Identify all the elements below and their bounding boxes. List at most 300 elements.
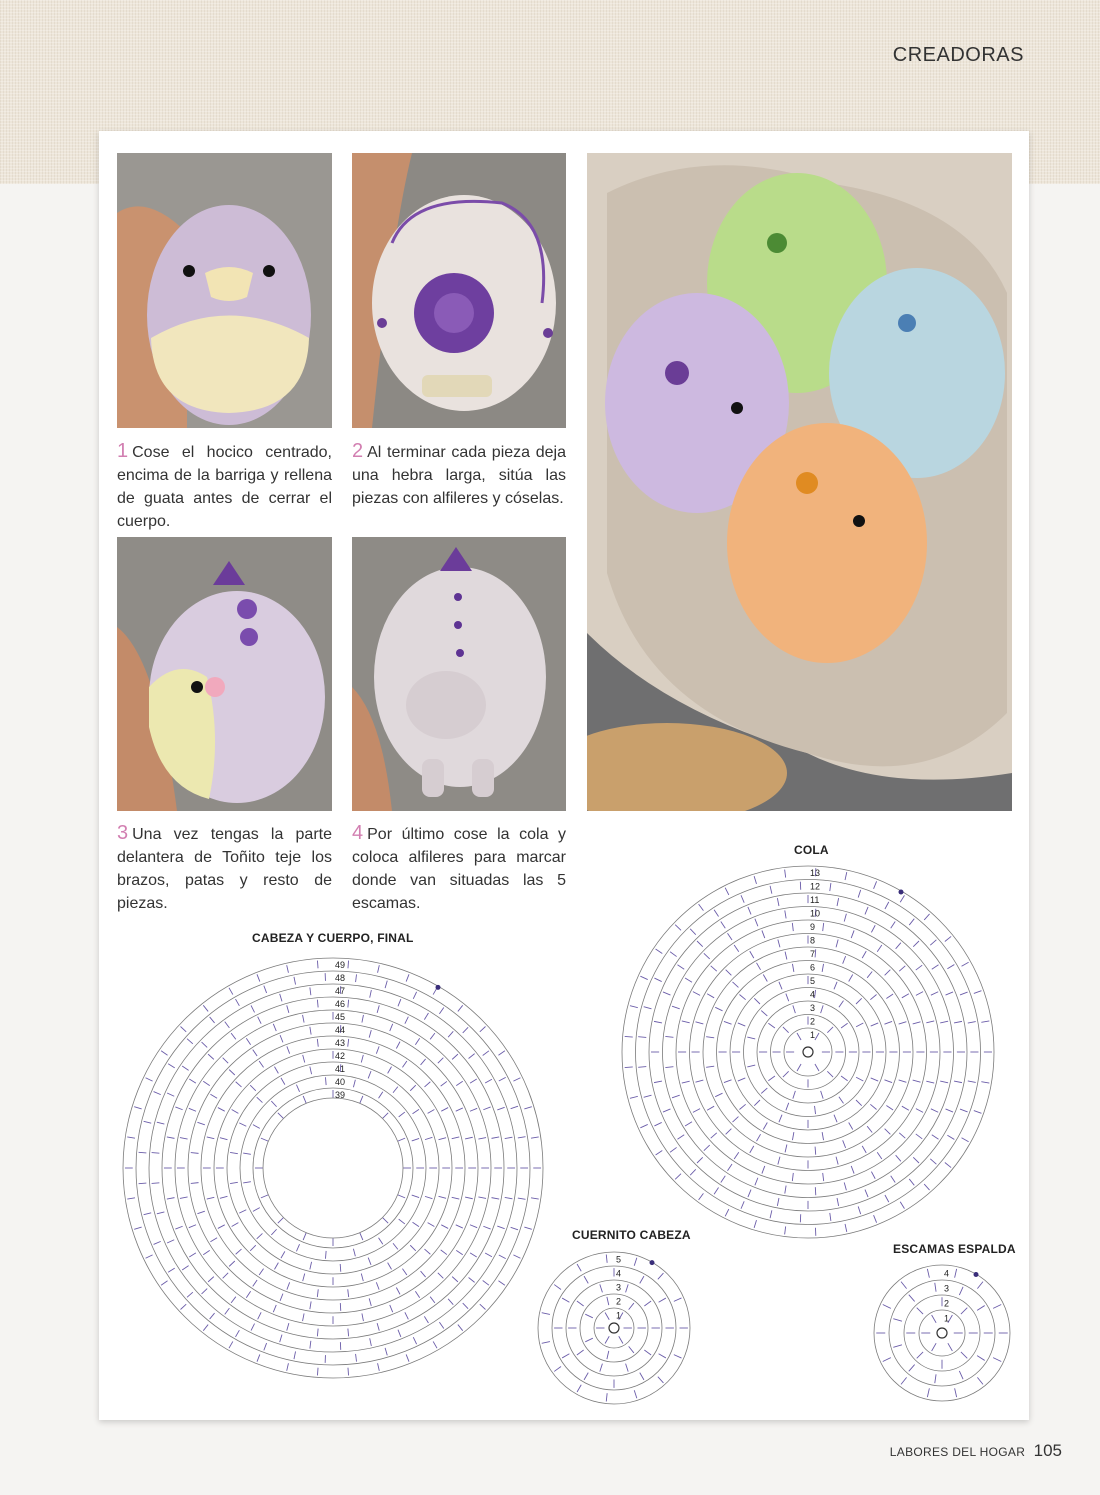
stitch-mark: [362, 1015, 364, 1023]
stitch-mark: [425, 1249, 431, 1254]
stitch-mark: [513, 1078, 520, 1081]
stitch-mark: [562, 1298, 569, 1302]
round-number-label: 4: [944, 1268, 950, 1279]
stitch-mark: [606, 1393, 607, 1401]
stitch-mark: [146, 1255, 153, 1258]
stitch-mark: [413, 1337, 416, 1344]
stitch-mark: [317, 1368, 318, 1376]
stitch-mark: [870, 994, 876, 999]
stitch-mark: [585, 1314, 593, 1318]
stitch-mark: [931, 992, 938, 995]
stitch-mark: [792, 1173, 793, 1181]
stitch-mark: [542, 1342, 550, 1344]
stitch-mark: [755, 919, 758, 927]
stitch-mark: [877, 945, 882, 952]
stitch-mark: [916, 1134, 922, 1139]
stitch-mark: [714, 1188, 718, 1195]
magic-ring: [937, 1328, 947, 1338]
stitch-mark: [640, 1373, 644, 1380]
stitch-mark: [815, 1064, 819, 1071]
stitch-mark: [619, 1336, 623, 1343]
stitch-mark: [368, 1258, 371, 1265]
stitch-mark: [785, 1144, 787, 1152]
stitch-mark: [296, 1085, 299, 1092]
stitch-mark: [839, 1001, 844, 1008]
stitch-mark: [644, 1007, 652, 1009]
stitch-mark: [916, 1109, 923, 1113]
stitch-mark: [356, 1354, 357, 1362]
stitch-mark: [167, 1093, 174, 1096]
stitch-mark: [287, 1005, 289, 1013]
stitch-mark: [747, 1037, 755, 1039]
stitch-mark: [287, 965, 289, 973]
stitch-mark: [210, 1017, 215, 1023]
stitch-mark: [294, 1351, 296, 1359]
stitch-mark: [439, 1138, 447, 1140]
section-label: CREADORAS: [892, 44, 1024, 66]
stitch-mark: [398, 1195, 405, 1198]
stitch-mark: [834, 1115, 837, 1122]
stitch-mark: [779, 1115, 782, 1122]
hero-photo: [587, 153, 1012, 811]
stitch-mark: [870, 1104, 876, 1109]
stitch-mark: [757, 963, 761, 970]
round-ring: [676, 920, 940, 1184]
stitch-mark: [821, 1091, 824, 1099]
stitch-mark: [959, 1371, 963, 1379]
stitch-mark: [954, 1021, 962, 1023]
stitch-mark: [748, 1190, 751, 1197]
step-2-photo: [352, 153, 566, 428]
stitch-mark: [253, 1050, 257, 1056]
round-ring: [889, 1280, 995, 1386]
stitch-mark: [675, 1174, 681, 1180]
stitch-mark: [161, 1051, 167, 1055]
magic-ring: [609, 1323, 619, 1333]
stitch-mark: [940, 1081, 948, 1083]
stitch-mark: [797, 1033, 801, 1040]
stitch-mark: [231, 1297, 236, 1303]
stitch-mark: [296, 1244, 299, 1251]
stitch-mark: [930, 940, 936, 945]
stitch-mark: [644, 1301, 651, 1306]
stitch-mark: [396, 1287, 400, 1294]
round-number-label: 12: [810, 881, 821, 892]
stitch-mark: [932, 1135, 939, 1140]
stitch-mark: [693, 1109, 700, 1113]
stitch-mark: [974, 1111, 982, 1114]
stitch-mark: [425, 1196, 432, 1198]
round-number-label: 8: [810, 935, 816, 946]
stitch-mark: [303, 1233, 306, 1240]
stitch-mark: [478, 1138, 486, 1140]
stitch-mark: [577, 1385, 581, 1392]
stitch-mark: [877, 1152, 882, 1159]
stitch-mark: [843, 956, 846, 964]
stitch-mark: [180, 1197, 188, 1199]
stitch-mark: [715, 1007, 722, 1011]
stitch-mark: [281, 1078, 285, 1085]
stitch-mark: [785, 952, 787, 960]
stitch-mark: [483, 1051, 489, 1056]
stitch-mark: [310, 1262, 312, 1270]
stitch-mark: [554, 1285, 561, 1290]
stitch-mark: [456, 1108, 463, 1111]
step-2-caption: 2 Al terminar cada pieza deja una hebra larga, sitúa las piezas con alfileres y cóselas.: [352, 440, 566, 507]
stitch-mark: [605, 1336, 609, 1343]
stitch-mark: [524, 1107, 531, 1109]
stitch-mark: [763, 975, 767, 982]
stitch-mark: [377, 1005, 379, 1013]
stitch-mark: [777, 898, 779, 906]
stitch-mark: [406, 974, 409, 981]
stitch-mark: [960, 1109, 968, 1112]
stitch-mark: [874, 881, 877, 889]
stitch-mark: [348, 1000, 349, 1008]
stitch-mark: [203, 1005, 208, 1011]
stitch-mark: [670, 952, 677, 957]
stitch-mark: [175, 1226, 182, 1229]
stitch-mark: [738, 1078, 745, 1081]
stitch-mark: [779, 982, 782, 989]
round-number-label: 3: [944, 1283, 950, 1294]
stitch-mark: [724, 1021, 732, 1024]
stitch-mark: [654, 978, 661, 982]
stitch-mark: [851, 1166, 854, 1174]
stitch-mark: [600, 1284, 603, 1292]
stitch-mark: [518, 1137, 526, 1138]
stitch-mark: [456, 1250, 462, 1254]
stitch-mark: [452, 1197, 460, 1199]
stitch-mark: [726, 1129, 732, 1135]
stitch-mark: [441, 1108, 448, 1112]
stitch-mark: [885, 1195, 889, 1202]
stitch-mark: [353, 1080, 355, 1088]
stitch-mark: [699, 1193, 704, 1200]
stitch-mark: [167, 1137, 175, 1138]
stitch-mark: [741, 895, 744, 902]
stitch-mark: [899, 1133, 905, 1138]
stitch-mark: [697, 941, 703, 947]
stitch-mark: [656, 949, 663, 954]
stitch-mark: [369, 1298, 371, 1306]
stitch-mark: [626, 1284, 629, 1292]
stitch-mark: [542, 1313, 550, 1315]
stitch-mark: [303, 1313, 305, 1321]
stitch-mark: [770, 1210, 772, 1218]
stitch-mark: [348, 1329, 349, 1337]
stitch-mark: [385, 1348, 387, 1355]
stitch-mark: [792, 1132, 793, 1140]
stitch-mark: [899, 1022, 907, 1024]
stitch-mark: [962, 1138, 969, 1142]
stitch-mark: [458, 1325, 463, 1331]
stitch-mark: [243, 1182, 251, 1183]
stitch-mark: [955, 1388, 957, 1397]
stitch-mark: [695, 1022, 703, 1024]
step-4-caption: 4 Por último cose la cola y coloca alfileres para marcar donde van situadas las 5 escamas.: [352, 822, 566, 912]
stitch-mark: [797, 1064, 801, 1071]
stitch-mark: [815, 949, 816, 957]
stitch-mark: [562, 1354, 569, 1358]
stitch-mark: [187, 1039, 193, 1044]
round-number-label: 5: [810, 976, 816, 987]
start-dot: [436, 985, 441, 990]
stitch-mark: [757, 1134, 761, 1141]
stitch-mark: [157, 1122, 165, 1124]
stitch-mark: [711, 966, 717, 971]
stitch-mark: [396, 1042, 400, 1049]
stitch-mark: [962, 962, 969, 966]
stitch-mark: [858, 890, 861, 898]
start-dot: [899, 890, 904, 895]
stitch-mark: [398, 999, 401, 1006]
stitch-mark: [197, 1122, 204, 1124]
stitch-mark: [827, 1027, 833, 1033]
stitch-mark: [886, 1105, 893, 1110]
horn-chart-title: CUERNITO CABEZA: [572, 1228, 691, 1242]
stitch-mark: [134, 1227, 141, 1229]
stitch-mark: [410, 1085, 416, 1091]
stitch-mark: [733, 1117, 739, 1123]
stitch-mark: [954, 1081, 962, 1083]
stitch-mark: [393, 1243, 398, 1249]
round-number-label: 45: [335, 1011, 346, 1022]
stitch-mark: [761, 1011, 767, 1016]
stitch-mark: [180, 1026, 186, 1031]
stitch-mark: [896, 943, 901, 949]
stitch-mark: [463, 1027, 468, 1033]
stitch-mark: [763, 1122, 767, 1129]
stitch-mark: [379, 1238, 383, 1245]
stitch-mark: [492, 1137, 500, 1138]
stitch-mark: [232, 1223, 239, 1227]
stitch-mark: [640, 1124, 647, 1127]
round-number-label: 42: [335, 1050, 346, 1061]
tail-chart-title: COLA: [794, 843, 829, 857]
stitch-mark: [127, 1137, 135, 1138]
stitch-mark: [438, 1058, 444, 1064]
stitch-mark: [770, 886, 772, 894]
stitch-mark: [777, 1198, 779, 1206]
stitch-mark: [837, 898, 839, 906]
stitch-mark: [849, 975, 853, 982]
stitch-mark: [733, 982, 739, 988]
stitch-mark: [424, 1013, 428, 1020]
stitch-mark: [690, 929, 696, 935]
stitch-mark: [498, 1281, 504, 1285]
stitch-mark: [634, 1390, 637, 1398]
stitch-mark: [935, 1374, 936, 1383]
stitch-mark: [704, 1145, 710, 1151]
stitch-mark: [377, 1323, 379, 1331]
round-number-label: 7: [810, 949, 816, 960]
stitch-mark: [235, 999, 239, 1006]
stitch-mark: [161, 1281, 167, 1285]
stitch-mark: [625, 1067, 633, 1068]
stitch-mark: [768, 1023, 775, 1028]
stitch-mark: [236, 1082, 242, 1087]
round-number-label: 11: [810, 895, 820, 906]
stitch-mark: [634, 1258, 637, 1266]
stitch-mark: [849, 1122, 853, 1129]
round-number-label: 47: [335, 985, 346, 996]
stitch-mark: [189, 1079, 196, 1083]
stitch-mark: [827, 1071, 833, 1077]
stitch-mark: [900, 895, 904, 902]
stitch-mark: [993, 1358, 1001, 1362]
stitch-mark: [577, 1301, 584, 1306]
stitch-mark: [230, 1152, 238, 1153]
stitch-mark: [739, 1104, 745, 1109]
round-ring: [566, 1280, 662, 1376]
stitch-mark: [485, 1079, 492, 1083]
stitch-mark: [505, 1137, 513, 1138]
round-ring: [717, 961, 900, 1144]
stitch-mark: [376, 1282, 379, 1289]
stitch-mark: [492, 1198, 500, 1199]
stitch-mark: [674, 1355, 682, 1358]
stitch-mark: [725, 1209, 729, 1216]
stitch-mark: [280, 1335, 282, 1342]
stitch-mark: [402, 1269, 406, 1275]
stitch-mark: [968, 1022, 976, 1023]
step-4-photo: [352, 537, 566, 811]
stitch-mark: [511, 1227, 518, 1229]
stitch-mark: [961, 1352, 967, 1358]
stitch-mark: [415, 1291, 419, 1297]
stitch-mark: [428, 1223, 435, 1227]
stitch-mark: [246, 1291, 250, 1297]
stitch-mark: [721, 1176, 726, 1183]
stitch-mark: [167, 1198, 175, 1199]
stitch-mark: [927, 1388, 929, 1397]
stitch-mark: [638, 1037, 646, 1038]
stitch-mark: [405, 1017, 408, 1024]
stitch-mark: [168, 1268, 175, 1272]
stitch-mark: [786, 994, 789, 1002]
stitch-mark: [317, 1000, 318, 1008]
stitch-mark: [251, 1324, 255, 1331]
stitch-mark: [348, 1289, 349, 1297]
stitch-mark: [410, 1245, 416, 1251]
stitch-mark: [893, 1319, 902, 1322]
stitch-mark: [202, 1042, 208, 1047]
stitch-mark: [554, 1366, 561, 1371]
stitch-mark: [815, 1147, 816, 1155]
stitch-mark: [947, 965, 954, 969]
stitch-mark: [762, 930, 765, 938]
stitch-mark: [325, 1077, 326, 1085]
stitch-mark: [303, 1055, 305, 1063]
stitch-mark: [695, 1080, 703, 1082]
stitch-mark: [406, 1354, 409, 1361]
stitch-mark: [674, 1298, 682, 1301]
stitch-mark: [499, 1255, 506, 1259]
stitch-mark: [768, 1076, 775, 1081]
stitch-mark: [202, 1289, 208, 1294]
stitch-mark: [413, 1222, 419, 1226]
stitch-mark: [931, 1109, 938, 1112]
stitch-mark: [663, 1109, 670, 1112]
stitch-mark: [839, 1097, 844, 1104]
stitch-mark: [439, 1007, 443, 1013]
stitch-mark: [885, 970, 891, 976]
stitch-mark: [862, 1146, 866, 1153]
stitch-mark: [229, 988, 233, 995]
round-number-label: 46: [335, 998, 346, 1009]
stitch-mark: [134, 1107, 141, 1109]
step-1-photo: [117, 153, 332, 428]
stitch-mark: [441, 1225, 448, 1229]
stitch-mark: [830, 883, 831, 891]
stitch-mark: [189, 1253, 196, 1257]
stitch-mark: [672, 1095, 680, 1098]
stitch-mark: [441, 1081, 447, 1086]
stitch-mark: [340, 1264, 341, 1272]
round-ring: [904, 1295, 980, 1371]
stitch-mark: [253, 1125, 260, 1129]
round-number-label: 39: [335, 1089, 346, 1100]
magazine-name: LABORES DEL HOGAR: [889, 1445, 1026, 1459]
stitch-mark: [845, 872, 847, 880]
stitch-mark: [867, 971, 872, 977]
stitch-mark: [383, 1113, 389, 1119]
stitch-mark: [654, 1021, 662, 1023]
stitch-mark: [273, 1305, 276, 1312]
stitch-mark: [456, 1081, 462, 1085]
stitch-mark: [783, 1071, 789, 1077]
stitch-mark: [792, 964, 793, 972]
stitch-mark: [470, 1108, 477, 1111]
stitch-mark: [891, 921, 896, 928]
page-number: 105: [1033, 1441, 1062, 1460]
stitch-mark: [823, 923, 824, 931]
stitch-mark: [278, 1218, 284, 1224]
stitch-mark: [899, 1080, 907, 1082]
stitch-mark: [658, 1377, 664, 1383]
round-number-label: 44: [335, 1024, 346, 1035]
stitch-mark: [154, 1092, 161, 1095]
stitch-mark: [917, 1352, 923, 1358]
stitch-mark: [220, 1196, 228, 1198]
stitch-mark: [368, 1071, 371, 1078]
stitch-mark: [727, 933, 732, 940]
stitch-mark: [974, 991, 982, 994]
stitch-mark: [480, 1304, 486, 1309]
stitch-mark: [264, 986, 267, 993]
step-3-caption: 3 Una vez tengas la parte delantera de Toñito teje los brazos, patas y resto de piezas.: [117, 822, 332, 912]
stitch-mark: [785, 870, 786, 878]
stitch-mark: [257, 1354, 260, 1361]
stitch-mark: [280, 1035, 283, 1042]
stitch-mark: [640, 976, 647, 979]
stitch-mark: [310, 1067, 312, 1075]
stitch-mark: [690, 1169, 696, 1175]
stitch-mark: [734, 945, 739, 952]
stitch-mark: [207, 1197, 215, 1199]
stitch-mark: [463, 1303, 468, 1309]
stitch-mark: [783, 1027, 789, 1033]
stitch-mark: [739, 994, 745, 999]
stitch-mark: [909, 919, 914, 925]
stitch-mark: [243, 1153, 251, 1154]
stitch-mark: [168, 1064, 175, 1068]
stitch-mark: [287, 1282, 290, 1289]
stitch-mark: [274, 1067, 278, 1074]
stitch-mark: [235, 1330, 239, 1337]
stitch-mark: [259, 1061, 263, 1067]
